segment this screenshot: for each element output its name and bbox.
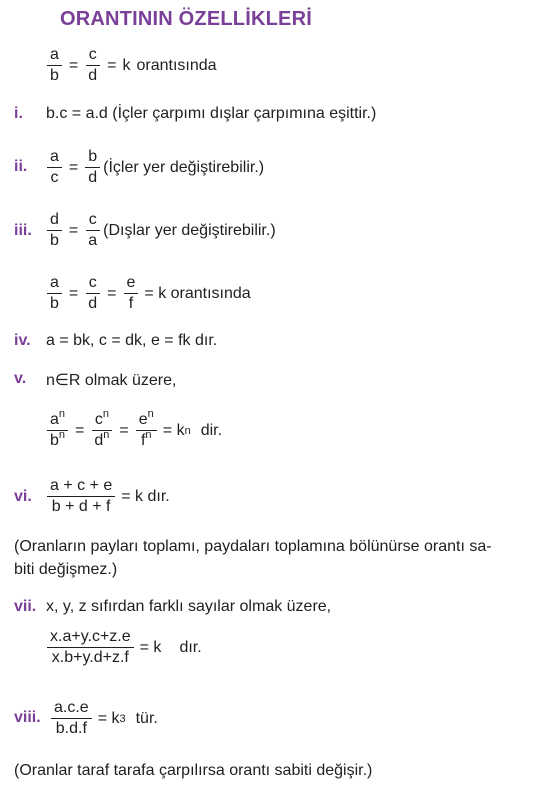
- item-viii-formula: $\frac{a.c.e}{b.d.f}$ = k 3 tür.: [50, 699, 158, 739]
- item-label-vi: vi.: [14, 488, 32, 505]
- fraction: $\frac{c}{a}$: [85, 211, 100, 251]
- note-text-1a: (Oranların payları toplamı, paydaları toplamına bölünürse orantı sa-: [14, 538, 492, 555]
- item-label-vii: vii.: [14, 598, 37, 615]
- fraction: $\frac{d}{b}$: [47, 211, 62, 251]
- fraction: $\frac{x.a+y.c+z.e}{x.b+y.d+z.f}$: [47, 628, 134, 668]
- item-text-v: n∈R olmak üzere,: [46, 372, 177, 389]
- fraction: $\frac{a^n}{b^n}$: [47, 411, 68, 451]
- fraction: $\frac{a}{b}$: [47, 46, 62, 86]
- item-iii-formula: $\frac{d}{b}$ = $\frac{c}{a}$ (Dışlar yer değiştirebilir.): [46, 211, 276, 251]
- item-ii-formula: $\frac{a}{c}$ = $\frac{b}{d}$ (İçler yer değiştirebilir.): [46, 148, 264, 188]
- item-vi-formula: $\frac{a + c + e}{b + d + f}$ = k dır.: [46, 477, 170, 517]
- fraction: $\frac{c^n}{d^n}$: [91, 411, 112, 451]
- item-label-i: i.: [14, 105, 23, 122]
- item-text-i: b.c = a.d (İçler çarpımı dışlar çarpımına eşittir.): [46, 105, 377, 122]
- item-label-iv: iv.: [14, 332, 31, 349]
- note-text-1b: biti değişmez.): [14, 561, 118, 578]
- fraction: $\frac{a}{c}$: [47, 148, 62, 188]
- intro-proportion: $\frac{a}{b}$ = $\frac{c}{d}$ = k orantısında: [46, 46, 217, 86]
- intro-proportion-3: $\frac{a}{b}$ = $\frac{c}{d}$ = $\frac{e}{f}$ = k orantısında: [46, 274, 251, 314]
- fraction: $\frac{e^n}{f^n}$: [136, 411, 157, 451]
- fraction: $\frac{c}{d}$: [85, 46, 100, 86]
- item-text-vii: x, y, z sıfırdan farklı sayılar olmak üzere,: [46, 598, 332, 615]
- item-v-formula: $\frac{a^n}{b^n}$ = $\frac{c^n}{d^n}$ = $\frac{e^n}{f^n}$ = k n dir.: [46, 411, 222, 451]
- fraction: $\frac{a.c.e}{b.d.f}$: [51, 699, 92, 739]
- fraction: $\frac{a}{b}$: [47, 274, 62, 314]
- item-vii-formula: $\frac{x.a+y.c+z.e}{x.b+y.d+z.f}$ = k dır.: [46, 628, 202, 668]
- fraction: $\frac{e}{f}$: [124, 274, 139, 314]
- item-text-iv: a = bk, c = dk, e = fk dır.: [46, 332, 218, 349]
- page-title: ORANTININ ÖZELLİKLERİ: [60, 8, 312, 30]
- item-label-iii: iii.: [14, 222, 32, 239]
- fraction: $\frac{b}{d}$: [85, 148, 100, 188]
- item-label-v: v.: [14, 370, 27, 387]
- item-label-ii: ii.: [14, 158, 28, 175]
- item-label-viii: viii.: [14, 709, 41, 726]
- fraction: $\frac{a + c + e}{b + d + f}$: [47, 477, 115, 517]
- fraction: $\frac{c}{d}$: [85, 274, 100, 314]
- note-text-2: (Oranlar taraf tarafa çarpılırsa orantı sabiti değişir.): [14, 762, 373, 779]
